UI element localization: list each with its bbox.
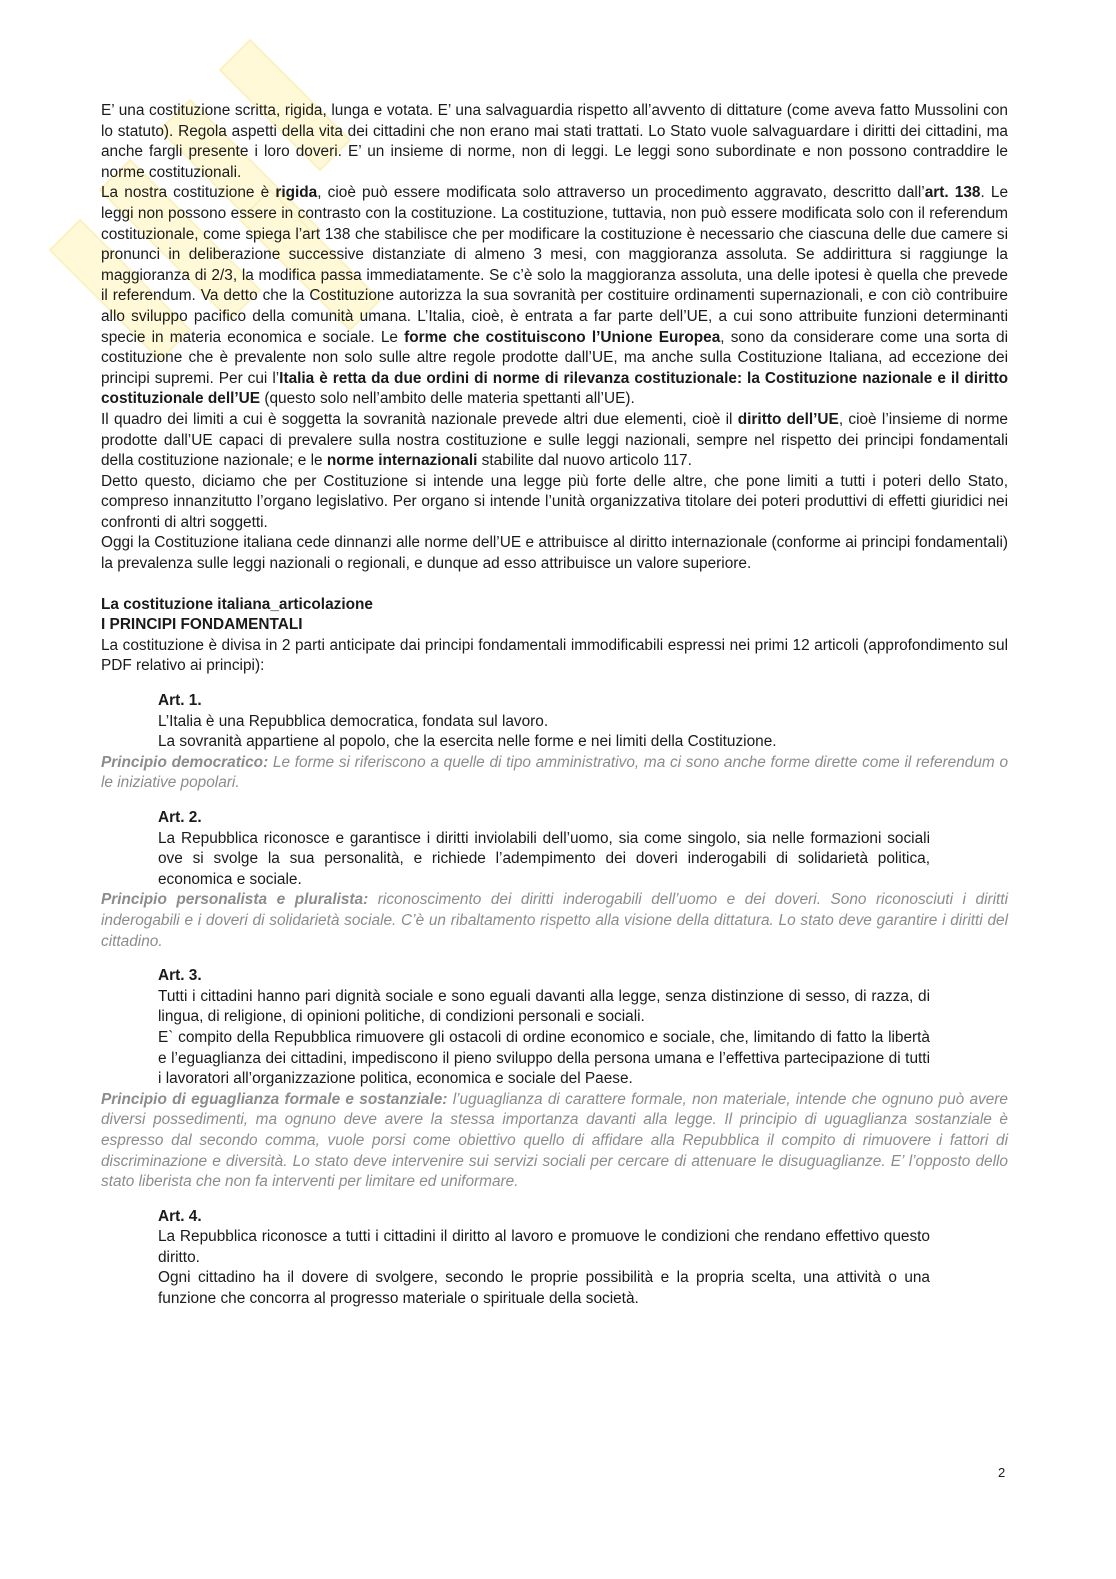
intro-paragraph: E’ una costituzione scritta, rigida, lunga e votata. E’ una salvaguardia rispetto all’avvento di dittature (come aveva fatto Mussolini con lo statuto). Regola aspetti della vita dei cittadini che non erano mai stati trattati. Lo Stato vuole salvaguardare i diritti dei cittadini, ma anche fargli presente i loro doveri. E’ un insieme di norme, non di leggi. Le leggi sono subordinate e non possono contraddire le norme costituzionali. (101, 102, 1008, 181)
principle-text: riconoscimento dei diritti inderogabili dell’uomo e dei doveri. Sono riconosciuti i diritti inderogabili e i doveri di solidarietà sociale. C’è un ribaltamento rispetto alla visione della dittatura. Lo stato deve garantire i diritti del cittadino. (101, 891, 1009, 950)
article-block (158, 808, 930, 890)
document-page (101, 101, 1008, 1310)
article-paragraph: E` compito della Repubblica rimuovere gli ostacoli di ordine economico e sociale, che, limitando di fatto la libertà e l’eguaglianza dei cittadini, impediscono il pieno sviluppo della persona umana e l’effettiva partecipazione di tutti i lavoratori all’organizzazione politica, economica e sociale del Paese. (158, 1028, 930, 1088)
principle-text: Le forme si riferiscono a quelle di tipo amministrativo, ma ci sono anche forme dirette come il referendum o le iniziative popolari. (101, 753, 1008, 792)
intro-paragraph: Il quadro dei limiti a cui è soggetta la sovranità nazionale prevede altri due elementi, cioè il diritto dell’UE, cioè l’insieme di norme prodotte dall’UE capaci di prevalere sulla nostra costituzione e sulle leggi nazionali, sempre nel rispetto dei principi fondamentali della costituzione nazionale; e le norme internazionali stabilite dal nuovo articolo 117. (101, 410, 1008, 470)
intro-section (101, 101, 1008, 575)
article-paragraph: Ogni cittadino ha il dovere di svolgere, secondo le proprie possibilità e la propria scelta, una attività o una funzione che concorra al progresso materiale o spirituale della società. (158, 1269, 930, 1308)
article-title: Art. 1. (158, 692, 202, 710)
article-block (158, 691, 930, 753)
principle-label: Principio di eguaglianza formale e sostanziale: (101, 1090, 448, 1108)
article-title: Art. 2. (158, 809, 202, 826)
principle-note (101, 753, 1008, 794)
article-paragraph: La sovranità appartiene al popolo, che la esercita nelle forme e nei limiti della Costituzione. (158, 733, 777, 751)
principle-text: l’uguaglianza di carattere formale, non materiale, intende che ognuno può avere diversi possedimenti, ma ognuno deve avere la stessa importanza davanti alla legge. Il principio di uguaglianza sostanziale è espresso dal secondo comma, vuole porsi come obiettivo quello di affidare alla Repubblica il compito di rimuovere i fattori di discriminazione e diversità. Lo stato deve intervenire sui servizi sociali per cercare di attenuare le disuguaglianze. E’ l’opposto dello stato liberista che non fa interventi per limitare ed uniformare. (101, 1090, 1008, 1191)
intro-paragraph: La nostra costituzione è rigida, cioè può essere modificata solo attraverso un procedimento aggravato, descritto dall’art. 138. Le leggi non possono essere in contrasto con la costituzione. La costituzione, tuttavia, non può essere modificata solo con il referendum costituzionale, come spiega l’art 138 che stabilisce che per modificare la costituzione è necessario che ciascuna delle due camere si pronunci in deliberazione successive distanziate di almeno 3 mesi, con maggioranza assoluta. Se addirittura si raggiunge la maggioranza di 2/3, la modifica passa immediatamente. Se c’è solo la maggioranza assoluta, una delle ipotesi è quella che prevede il referendum. Va detto che la Costituzione autorizza la sua sovranità per costituire ordinamenti supernazionali, e con ciò contribuire allo sviluppo pacifico della comunità umana. L’Italia, cioè, è entrata a far parte dell’UE, a cui sono attribuite funzioni determinanti specie in materia economica e sociale. Le forme che costituiscono l’Unione Europea, sono da considerare come una sorta di costituzione che è prevalente non solo sulle altre regole prodotte dall’UE, ma anche sulla Costituzione Italiana, ad eccezione dei principi supremi. Per cui l’Italia è retta da due ordini di norme di rilevanza costituzionale: la Costituzione nazionale e il diritto costituzionale dell’UE (questo solo nell’ambito delle materia spettanti all’UE). (101, 184, 1009, 408)
principle-label: Principio personalista e pluralista: (101, 891, 369, 909)
article-title: Art. 4. (158, 1207, 202, 1225)
articles-list (101, 691, 1008, 1310)
principle-label: Principio democratico: (101, 753, 269, 771)
principle-note (101, 1090, 1008, 1193)
article-title: Art. 3. (158, 967, 202, 985)
section-subtitle: I PRINCIPI FONDAMENTALI (101, 616, 303, 634)
article-block (158, 966, 930, 1090)
article-block (158, 1207, 930, 1310)
intro-paragraph: Detto questo, diciamo che per Costituzione si intende una legge più forte delle altre, che pone limiti a tutti i poteri dello Stato, compreso innanzitutto l’organo legislativo. Per organo si intende l’unità organizzativa titolare dei poteri produttivi di effetti giuridici nei confronti di altri soggetti. (101, 472, 1008, 531)
page-number: 2 (998, 1465, 1006, 1480)
article-paragraph: Tutti i cittadini hanno pari dignità sociale e sono eguali davanti alla legge, senza distinzione di sesso, di razza, di lingua, di religione, di opinioni politiche, di condizioni personali e sociali. (158, 987, 930, 1026)
article-paragraph: L’Italia è una Repubblica democratica, fondata sul lavoro. (158, 712, 549, 730)
section-title: La costituzione italiana_articolazione (101, 595, 373, 613)
intro-paragraph: Oggi la Costituzione italiana cede dinnanzi alle norme dell’UE e attribuisce al diritto internazionale (conforme ai principi fondamentali) la prevalenza sulle leggi nazionali o regionali, e dunque ad esso attribuisce un valore superiore. (101, 534, 1008, 573)
article-paragraph: La Repubblica riconosce e garantisce i diritti inviolabili dell’uomo, sia come singolo, sia nelle formazioni sociali ove si svolge la sua personalità, e richiede l’adempimento dei doveri inderogabili di solidarietà politica, economica e sociale. (158, 829, 930, 888)
principle-note (101, 890, 1008, 952)
article-paragraph: La Repubblica riconosce a tutti i cittadini il diritto al lavoro e promuove le condizioni che rendano effettivo questo diritto. (158, 1228, 930, 1266)
section-intro: La costituzione è divisa in 2 parti anticipate dai principi fondamentali immodificabili espressi nei primi 12 articoli (approfondimento sul PDF relativo ai principi): (101, 636, 1008, 675)
